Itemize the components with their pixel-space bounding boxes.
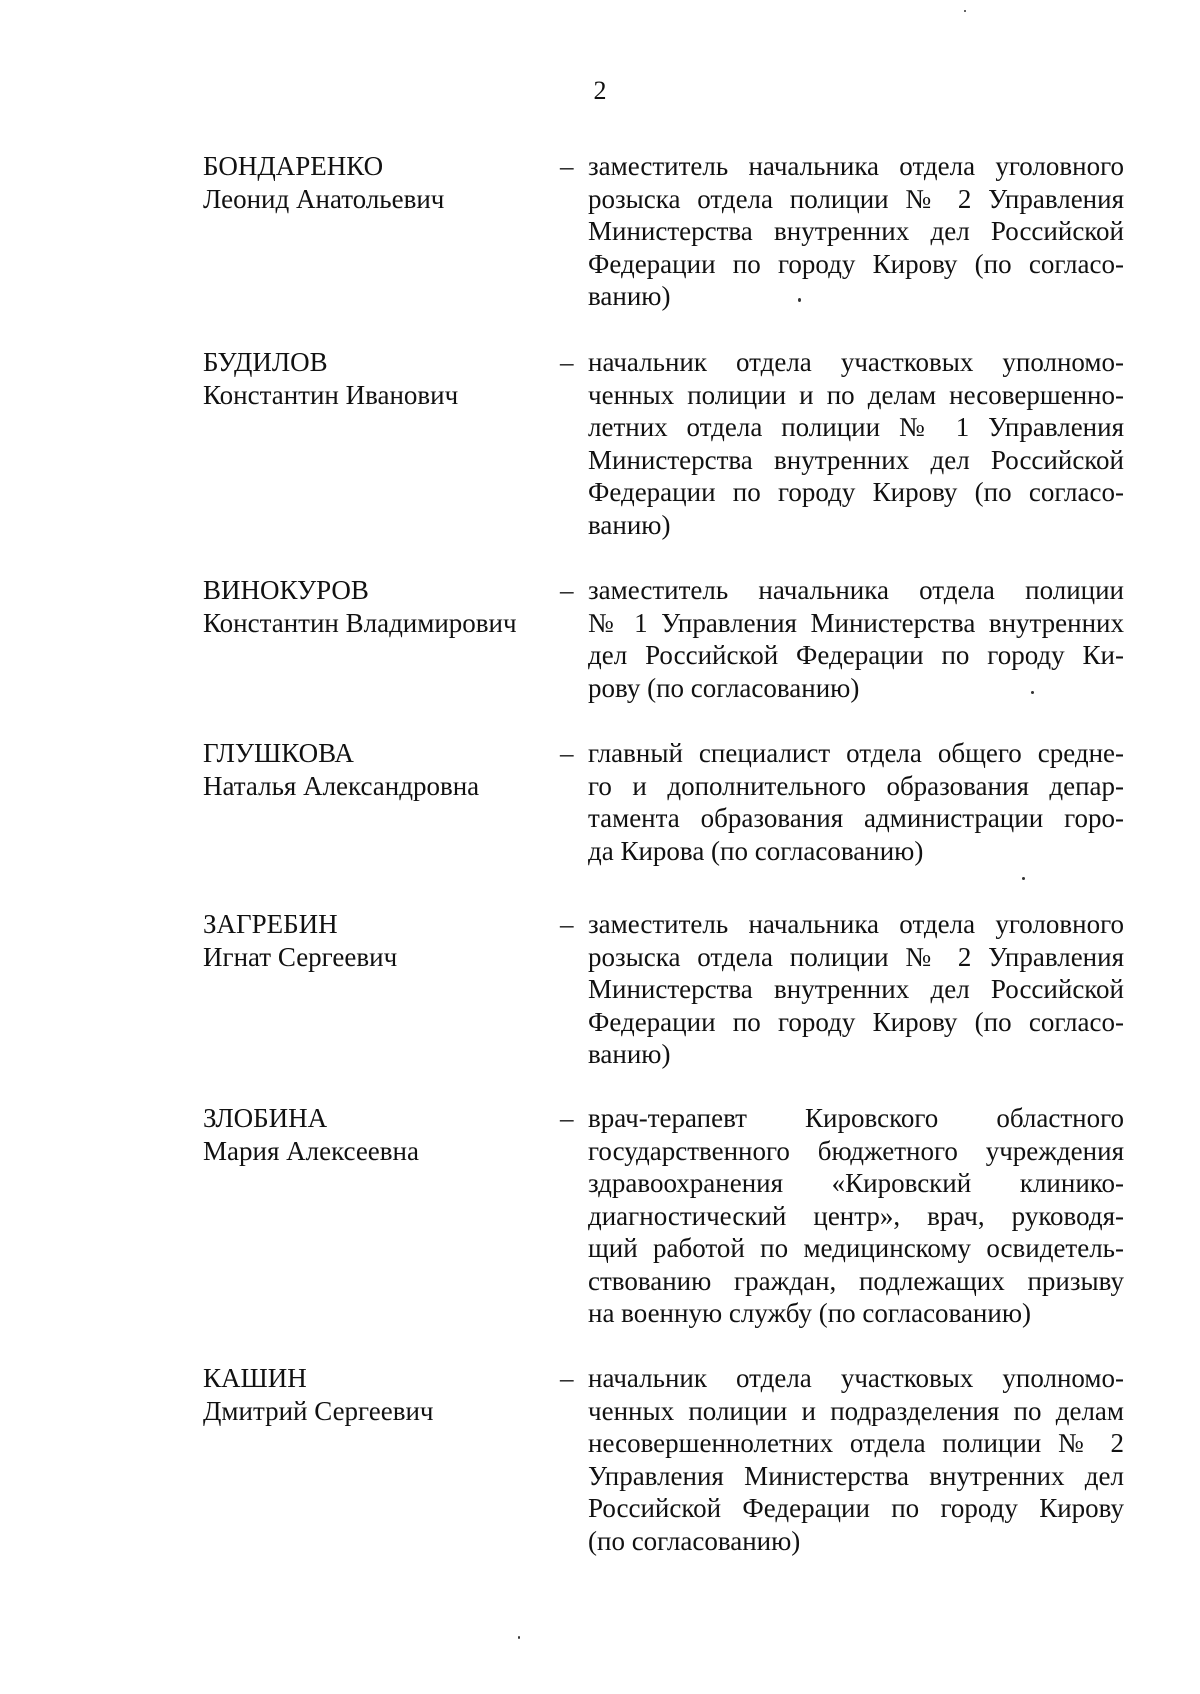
role-line: несовершеннолетних отдела полиции № 2 bbox=[588, 1428, 1124, 1458]
dash-separator: – bbox=[560, 347, 574, 377]
role-line: заместитель начальника отдела уголовного bbox=[588, 909, 1124, 939]
member-role bbox=[588, 574, 1124, 704]
dash-separator: – bbox=[560, 738, 574, 768]
role-line: Министерства внутренних дел Российской bbox=[588, 444, 1124, 475]
member-surname: ЗЛОБИНА bbox=[203, 1103, 328, 1133]
member-surname: БУДИЛОВ bbox=[203, 347, 328, 377]
scan-speck bbox=[1031, 691, 1034, 694]
page-number: 2 bbox=[593, 76, 607, 105]
role-line: главный специалист отдела общего средне- bbox=[588, 738, 1124, 768]
scan-speck bbox=[1022, 877, 1025, 880]
role-line: щий работой по медицинскому освидетель- bbox=[588, 1233, 1124, 1263]
member-surname: ВИНОКУРОВ bbox=[203, 575, 369, 605]
role-line: ствованию граждан, подлежащих призыву bbox=[588, 1265, 1124, 1296]
role-line: заместитель начальника отдела полиции bbox=[588, 575, 1124, 605]
role-line: Министерства внутренних дел Российской bbox=[588, 974, 1124, 1004]
dash-separator: – bbox=[560, 1363, 574, 1393]
member-name bbox=[203, 346, 543, 411]
role-line: розыска отдела полиции № 2 Управления bbox=[588, 941, 1124, 972]
role-line: № 1 Управления Министерства внутренних bbox=[588, 607, 1124, 638]
role-line: на военную службу (по согласованию) bbox=[588, 1298, 1031, 1328]
member-given-name: Мария Алексеевна bbox=[203, 1135, 419, 1166]
role-line: ванию) bbox=[588, 1039, 671, 1069]
member-surname: ГЛУШКОВА bbox=[203, 738, 354, 768]
scan-speck bbox=[798, 298, 801, 302]
member-surname: ЗАГРЕБИН bbox=[203, 909, 338, 939]
role-line: го и дополнительного образования депар- bbox=[588, 770, 1124, 801]
role-line: ванию) bbox=[588, 509, 671, 540]
member-role bbox=[588, 737, 1124, 867]
member-surname: БОНДАРЕНКО bbox=[203, 151, 384, 181]
dash-separator: – bbox=[560, 151, 574, 181]
member-given-name: Наталья Александровна bbox=[203, 770, 480, 801]
member-given-name: Константин Владимирович bbox=[203, 607, 517, 638]
member-name bbox=[203, 908, 543, 973]
member-name bbox=[203, 1102, 543, 1167]
member-given-name: Игнат Сергеевич bbox=[203, 941, 398, 972]
role-line: здравоохранения «Кировский клинико- bbox=[588, 1168, 1124, 1198]
dash-separator: – bbox=[560, 909, 574, 939]
role-line: Министерства внутренних дел Российской bbox=[588, 216, 1124, 246]
role-line: Управления Министерства внутренних дел bbox=[588, 1460, 1124, 1491]
role-line: государственного бюджетного учреждения bbox=[588, 1135, 1124, 1166]
role-line: ченных полиции и по делам несовершенно- bbox=[588, 379, 1124, 410]
role-line: Федерации по городу Кирову (по согласо- bbox=[588, 248, 1124, 279]
role-line: да Кирова (по согласованию) bbox=[588, 835, 924, 866]
member-name bbox=[203, 737, 543, 802]
member-role bbox=[588, 1102, 1124, 1330]
role-line: ванию) bbox=[588, 281, 671, 311]
member-role bbox=[588, 1362, 1124, 1557]
role-line: дел Российской Федерации по городу Ки- bbox=[588, 640, 1124, 670]
member-name bbox=[203, 574, 543, 639]
role-line: Федерации по городу Кирову (по согласо- bbox=[588, 1006, 1124, 1037]
member-name bbox=[203, 1362, 543, 1427]
role-line: ченных полиции и подразделения по делам bbox=[588, 1395, 1124, 1426]
member-given-name: Константин Иванович bbox=[203, 379, 459, 410]
role-line: начальник отдела участковых уполномо- bbox=[588, 1363, 1124, 1393]
role-line: летних отдела полиции № 1 Управления bbox=[588, 412, 1124, 442]
role-line: заместитель начальника отдела уголовного bbox=[588, 151, 1124, 181]
dash-separator: – bbox=[560, 1103, 574, 1133]
role-line: тамента образования администрации горо- bbox=[588, 803, 1124, 833]
role-line: врач-терапевт Кировского областного bbox=[588, 1103, 1124, 1133]
member-given-name: Леонид Анатольевич bbox=[203, 183, 445, 214]
member-given-name: Дмитрий Сергеевич bbox=[203, 1395, 434, 1426]
role-line: Российской Федерации по городу Кирову bbox=[588, 1493, 1124, 1523]
role-line: рову (по согласованию) bbox=[588, 672, 860, 703]
role-line: Федерации по городу Кирову (по согласо- bbox=[588, 477, 1124, 507]
dash-separator: – bbox=[560, 575, 574, 605]
scan-speck bbox=[964, 10, 966, 12]
scan-speck bbox=[518, 1636, 520, 1639]
role-line: диагностический центр», врач, руководя- bbox=[588, 1200, 1124, 1231]
member-name bbox=[203, 150, 543, 215]
role-line: (по согласованию) bbox=[588, 1525, 801, 1556]
member-role bbox=[588, 346, 1124, 541]
role-line: розыска отдела полиции № 2 Управления bbox=[588, 183, 1124, 214]
role-line: начальник отдела участковых уполномо- bbox=[588, 347, 1124, 377]
member-role bbox=[588, 150, 1124, 313]
member-surname: КАШИН bbox=[203, 1363, 307, 1393]
member-role bbox=[588, 908, 1124, 1071]
